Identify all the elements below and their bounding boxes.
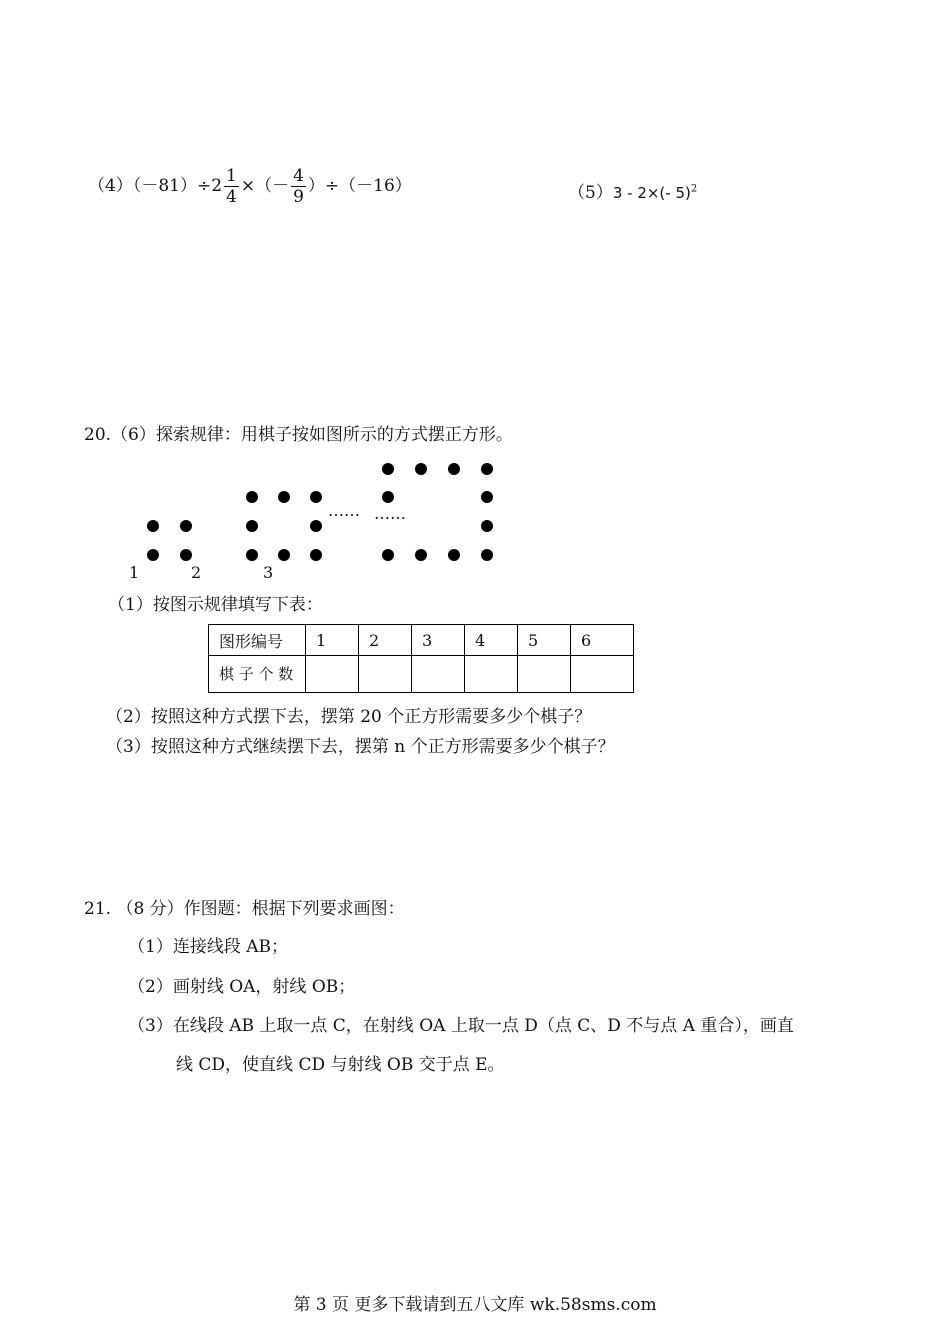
dot xyxy=(180,549,192,561)
q20-part2: （2）按照这种方式摆下去，摆第 20 个正方形需要多少个棋子？ xyxy=(106,707,592,727)
dot xyxy=(382,549,394,561)
q20-part1: （1）按图示规律填写下表： xyxy=(108,595,323,615)
table-answer-cell[interactable] xyxy=(412,656,465,693)
ellipsis-1: …… xyxy=(328,501,360,520)
table-header-label: 图形编号 xyxy=(209,625,306,656)
dot xyxy=(481,520,493,532)
table-cell-number: 6 xyxy=(571,625,634,656)
table-answer-cell[interactable] xyxy=(306,656,359,693)
q5-expression: 3 - 2×(- 5) xyxy=(612,184,691,202)
table-cell-number: 1 xyxy=(306,625,359,656)
dot xyxy=(310,520,322,532)
dot xyxy=(278,549,290,561)
q4-fraction-1 xyxy=(224,166,239,207)
q4-frac2-denominator: 9 xyxy=(293,187,304,207)
dot xyxy=(310,549,322,561)
q20-title: 20.（6）探索规律：用棋子按如图所示的方式摆正方形。 xyxy=(84,425,513,445)
dot xyxy=(481,491,493,503)
q4-fraction-2 xyxy=(291,166,306,207)
table-row xyxy=(209,625,634,656)
dot xyxy=(147,520,159,532)
table-answer-cell[interactable] xyxy=(571,656,634,693)
question-5 xyxy=(568,178,697,203)
q21-title: 21. （8 分）作图题：根据下列要求画图： xyxy=(84,899,405,919)
q20-part3: （3）按照这种方式继续摆下去，摆第 n 个正方形需要多少个棋子？ xyxy=(106,737,615,757)
table-answer-cell[interactable] xyxy=(465,656,518,693)
q21-part3-line1: （3）在线段 AB 上取一点 C，在射线 OA 上取一点 D（点 C、D 不与点 A 重合），画直 xyxy=(128,1016,794,1036)
dot xyxy=(246,549,258,561)
dot xyxy=(278,491,290,503)
q21-part2: （2）画射线 OA，射线 OB； xyxy=(128,977,356,997)
dot xyxy=(448,549,460,561)
q4-mid: ×（－ xyxy=(240,176,290,196)
table-answer-cell[interactable] xyxy=(359,656,412,693)
q4-frac1-numerator: 1 xyxy=(226,166,237,186)
q5-exponent: 2 xyxy=(690,183,698,195)
q4-prefix: （4）（－81）÷2 xyxy=(88,176,223,196)
dot xyxy=(147,549,159,561)
figure-label-2: 2 xyxy=(191,563,202,582)
dot xyxy=(310,491,322,503)
q21-part3-line2: 线 CD，使直线 CD 与射线 OB 交于点 E。 xyxy=(176,1055,505,1075)
ellipsis-2: …… xyxy=(374,504,406,523)
figure-label-1: 1 xyxy=(129,563,140,582)
q4-frac1-denominator: 4 xyxy=(226,187,237,207)
dot xyxy=(180,520,192,532)
dot xyxy=(448,463,460,475)
table-cell-number: 5 xyxy=(518,625,571,656)
page-footer: 第 3 页 更多下载请到五八文库 wk.58sms.com xyxy=(293,1295,657,1315)
table-cell-number: 3 xyxy=(412,625,465,656)
figure-label-3: 3 xyxy=(263,563,274,582)
q21-part1: （1）连接线段 AB； xyxy=(128,937,288,957)
dot xyxy=(246,520,258,532)
dot xyxy=(481,463,493,475)
q4-frac2-numerator: 4 xyxy=(293,166,304,186)
table-row2-label: 棋 子 个 数 xyxy=(209,656,306,693)
table-answer-cell[interactable] xyxy=(518,656,571,693)
table-cell-number: 2 xyxy=(359,625,412,656)
dot xyxy=(246,491,258,503)
q4-suffix: ）÷（－16） xyxy=(307,176,412,196)
table-row xyxy=(209,656,634,693)
dot xyxy=(481,549,493,561)
dot xyxy=(415,549,427,561)
dot xyxy=(382,491,394,503)
question-4 xyxy=(88,166,412,207)
q5-label: （5） xyxy=(568,183,613,203)
answer-table xyxy=(208,624,634,693)
dot xyxy=(382,463,394,475)
table-cell-number: 4 xyxy=(465,625,518,656)
dot xyxy=(415,463,427,475)
